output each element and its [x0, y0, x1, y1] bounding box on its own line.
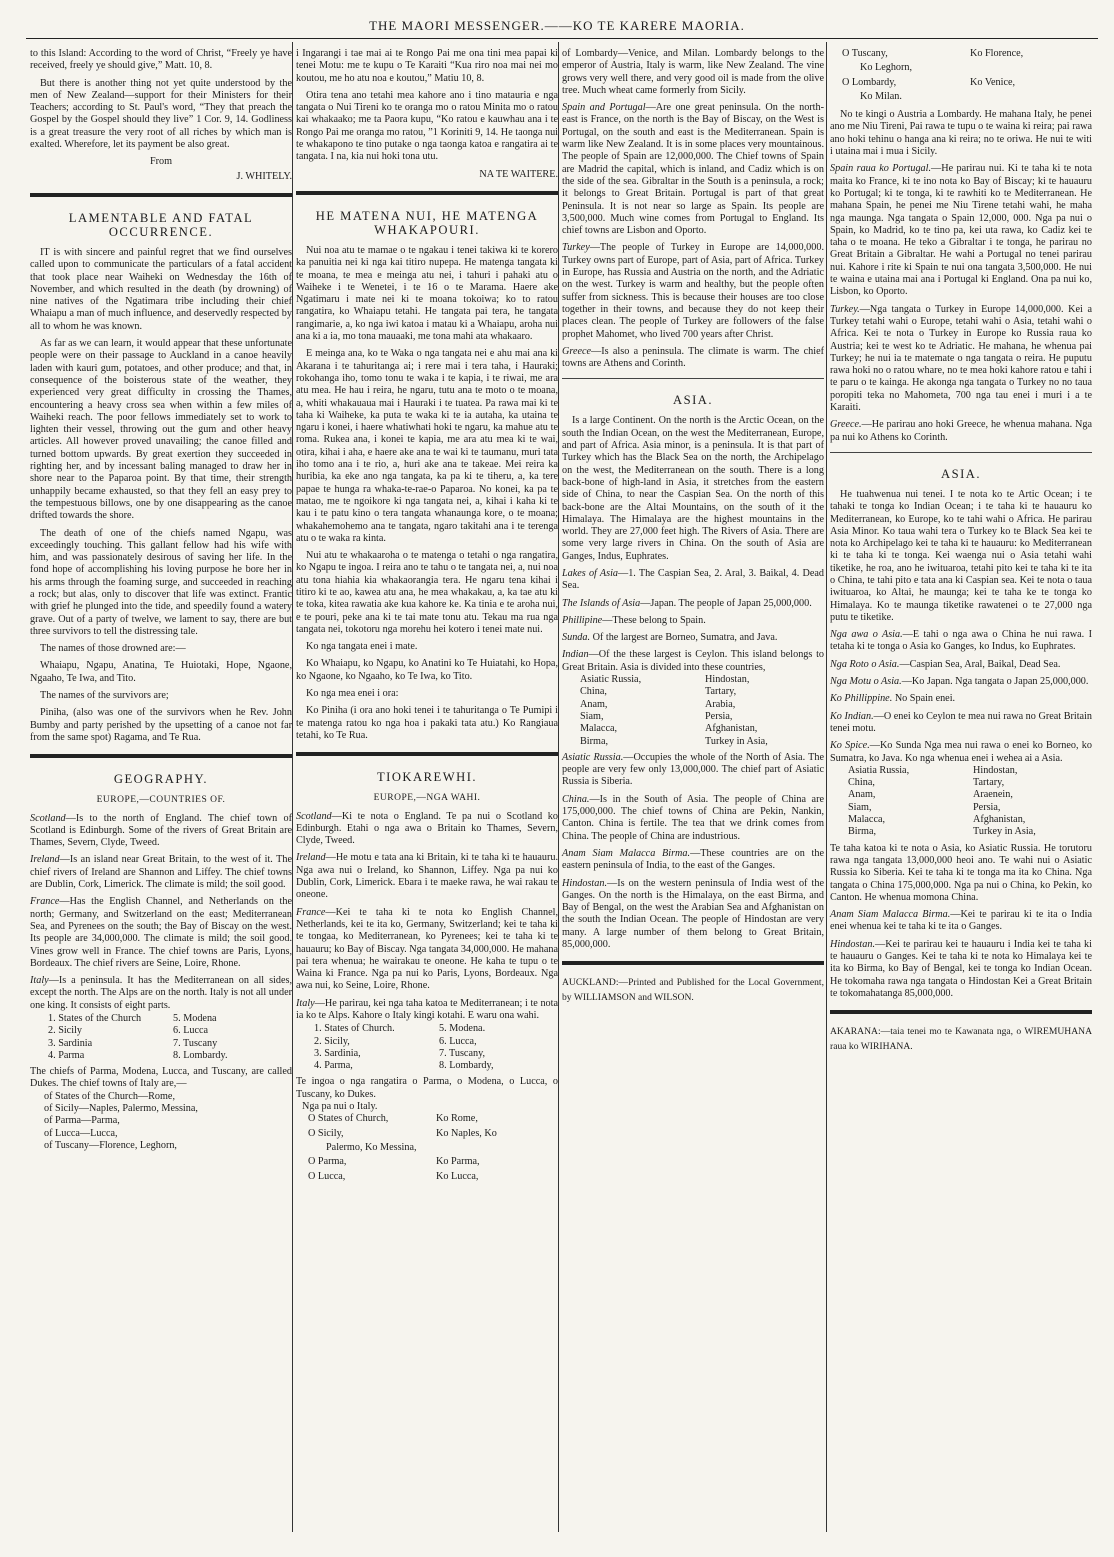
- country-item: Malacca,: [580, 723, 618, 735]
- town-item: O Lucca,: [308, 1170, 346, 1182]
- entry-text: —1. The Caspian Sea, 2. Aral, 3. Baikal, 4. Dead Sea.: [562, 567, 824, 592]
- support-paragraph: Otira tena ano tetahi mea kahore ano i tino matauria e nga tangata o Nui Tireni ko te oranga mo o ratou Minita mo o ratou kai whakaako; me ta Paora kupu, “Ko ratou e kauwhau ana i te Rongo Pai me oranga mo ratou, ”1 Koriniti 9, 14. He taonga nui te whakapono te tino putake o nga taonga katoa e rangatira ai te tangata. I na, kia nui hoki tona utu.: [296, 89, 558, 163]
- masthead-rule: [26, 38, 1098, 39]
- geo-entry: [830, 939, 1092, 1000]
- article-paragraph: The names of those drowned are:—: [40, 643, 186, 655]
- italy-towns-list: [830, 48, 1092, 103]
- country-item: Anam,: [580, 698, 608, 710]
- towns-intro: Nga pa nui o Italy.: [302, 1101, 378, 1113]
- entry-label: Italy: [30, 975, 49, 987]
- town-item: Ko Florence,: [970, 48, 1024, 59]
- entry-text: —Kei te parirau ki te ita o India enei whenua kei te taha ki te ita o Ganges.: [830, 909, 1092, 933]
- intro-text: to this Island: According to the word of Christ, “Freely ye have received, freely ye should give,” Matt. 10, 8.: [30, 48, 292, 72]
- town-item: Ko Parma,: [436, 1156, 480, 1168]
- entry-label: Ireland: [30, 854, 60, 866]
- geo-entry: [830, 676, 1092, 688]
- section-rule: [830, 1010, 1092, 1014]
- intro-text: i Ingarangi i tae mai ai te Rongo Pai me ona tini mea papai ki tenei Motu: me te kupu o Te Karaiti “Kua riro noa mai nei mo koutou, me ho atu noa e koutou,” Matiu 10, 8.: [296, 48, 558, 84]
- state-item: 2. Sicily: [48, 1025, 82, 1037]
- geo-entry: [296, 907, 558, 993]
- entry-text: —Is on the western peninsula of India west of the Ganges. On the north is the Himalaya, on the east Birma, and Bay of Bengal, on the west the Arabian Sea and Afghanistan on the south the Indian Ocean. The people of Hindostan are very many. A large number of them belong to Great Britain, 85,000,000.: [562, 877, 824, 950]
- column-2: [296, 48, 558, 1185]
- entry-text: —These belong to Spain.: [602, 614, 706, 626]
- state-item: 4. Parma,: [314, 1060, 353, 1072]
- country-item: China,: [580, 686, 607, 698]
- entry-text: —Caspian Sea, Aral, Baikal, Dead Sea.: [899, 658, 1061, 670]
- country-item: Siam,: [580, 710, 604, 722]
- entry-text: —These countries are on the eastern peninsula of India, to the east of the Ganges.: [562, 847, 824, 872]
- entry-label: Greece: [562, 345, 592, 357]
- entry-text: —Ko Sunda Nga mea nui rawa o enei ko Borneo, ko Sumatra, ko Java. Ko nga whenua enei i wehea ai a Asia.: [830, 740, 1092, 764]
- drowned-names: Whaiapu, Ngapu, Anatina, Te Huiotaki, Hope, Ngaone, Ngaaho, Te Iwa, and Tito.: [30, 660, 292, 684]
- support-paragraph: But there is another thing not yet quite understood by the men of New Zealand—support for their Ministers for their Teachers; according to St. Paul's word, “They that preach the Gospel by the Gospel should they live” 1 Cor. 9, 14. Godliness is a great treasure the very root of all riches by which man is exalted. Wherefore, let its payment be also great.: [30, 77, 292, 151]
- entry-label: Ireland: [296, 852, 326, 864]
- section-rule: [562, 378, 824, 379]
- town-item: O Sicily,: [308, 1127, 344, 1139]
- entry-label: Anam Siam Malacca Birma.: [562, 847, 691, 859]
- town-item: Ko Naples, Ko: [436, 1127, 497, 1139]
- column-separator: [292, 42, 293, 1532]
- entry-text: —He motu e tata ana ki Britain, ki te taha ki te hauauru. Nga awa nui o Ireland, ko Shannon, Liffey. Nga pa nui ko Dublin, Cork, Limerick. Ebara i te maeke rawa, he wai rakau te oneone.: [296, 852, 558, 901]
- geo-entry: [562, 242, 824, 340]
- entry-label: Nga awa o Asia.: [830, 629, 903, 641]
- state-item: 6. Lucca,: [439, 1035, 477, 1047]
- state-item: 3. Sardinia,: [314, 1047, 361, 1059]
- entry-label: Spain and Portugal: [562, 102, 646, 114]
- entry-label: Sunda.: [562, 632, 591, 644]
- entry-text: —Occupies the whole of the North of Asia. The people are very few only 13,000,000. The chief part of Asiatic Russia is Siberia.: [562, 751, 825, 788]
- section-rule: [562, 961, 824, 965]
- state-item: 7. Tuscany,: [439, 1047, 486, 1059]
- entry-label: Nga Roto o Asia.: [830, 658, 900, 670]
- country-item: Birma,: [848, 826, 877, 838]
- entry-label: Ko Indian.: [830, 710, 874, 722]
- asia-heading: ASIA.: [940, 466, 982, 481]
- town-item: of Parma—Parma,: [44, 1115, 120, 1127]
- entry-label: Spain raua ko Portugal.: [830, 163, 932, 175]
- entry-text: —E tahi o nga awa o China he nui rawa. I tetaha ki te tonga o Asia ko Ganges, ko Indus, ko Euphrates.: [830, 629, 1092, 653]
- geo-entry: [830, 163, 1092, 298]
- state-item: 1. States of the Church: [48, 1013, 142, 1024]
- town-item: of Tuscany—Florence, Leghorn,: [44, 1139, 177, 1151]
- country-item: China,: [848, 777, 875, 789]
- state-item: 8. Lombardy,: [439, 1060, 494, 1072]
- section-rule: [830, 452, 1092, 453]
- town-item: Ko Venice,: [970, 76, 1016, 88]
- article-paragraph: The death of one of the chiefs named Ngapu, was exceedingly touching. This gallant fellow had his wife with him, and was passionately desirous of saving her life. In the fond hope of accomplishing his loving purpose he bore her in his arms through the foaming surge, and succeeded in reaching a rock; but alas, only to discover that life was extinct. Frantic with grief he plunged into the tide, and speedily found a watery grave. Out of a party of twelve, we lament to say, there are but three survivors to tell the distressing tale.: [30, 527, 292, 637]
- geography-heading: GEOGRAPHY.: [113, 772, 209, 787]
- geo-entry: [830, 711, 1092, 736]
- state-item: 6. Lucca: [173, 1025, 209, 1037]
- imprint-label: AUCKLAND:: [562, 977, 619, 989]
- section-rule: [30, 193, 292, 197]
- asia-text: Is a large Continent. On the north is the Arctic Ocean, on the south the Indian Ocean, on the west the Mediterranean, Europe, and part of Africa. Asia minor, is a peninsula. It is that part of Turkey which has the Black Sea on the north, the Archipelago on the west, the Mediterranean on the south. There is a long back-bone of high-land in Asia, it stretches from the eastern side of China, to near the Caspian Sea. On the north of this back-bone are the Altai Mountains, on the south of it the Himalaya. The Himalaya are the highest mountains in the world. They are 27,000 feet high. The Rivers of Asia. There are some very large rivers in China. On the south of Asia are Ganges, Indus, Euphrates.: [562, 415, 824, 562]
- geo-entry: [830, 740, 1092, 765]
- country-item: Anam,: [848, 789, 876, 801]
- drowned-names: Ko Whaiapu, ko Ngapu, ko Anatini ko Te Huiatahi, ko Hopa, ko Ngaone, ko Ngaaho, ko Te Iwa, ko Tito.: [296, 658, 558, 682]
- article-paragraph: Nui noa atu te mamae o te ngakau i tenei takiwa ki te korero ka panuitia nei ki nga kai titiro nupepa. He matenga tangata ki te moana, te mea e meinga atu nei, i tahuri i pahaki atu o Waiheke i te Wenetei, i te 16 o te Marama. Haere ake Ngatimaru i mate nei ki te moana tokoiwa; ko to ratou rangatira, ko Whaiapu tetahi. He tangata pai tera, he tangata rangimarie, a, ko nga iwi katoa i matau ki a Whaiapu, aroha nui ana ki a ia, mo tona mauaaki, me tona mahi ata whakaaro.: [296, 244, 558, 343]
- entry-text: —Is a peninsula. It has the Mediterranean on all sides, except the north. The Alps are on the north. Italy is not all under one king. It consists of eight parts.: [30, 975, 292, 1011]
- imprint-text: —taia tenei mo te Kawanata nga, o WIREMUHANA raua ko WIRIHANA.: [830, 1026, 1092, 1053]
- section-rule: [30, 754, 292, 758]
- entry-text: —Ko Japan. Nga tangata o Japan 25,000,000.: [901, 676, 1089, 688]
- intro-text: of Lombardy—Venice, and Milan. Lombardy belongs to the emperor of Austria, Italy is warm, like New Zealand. The vine grows very well there, and very good oil is made from the olive tree. Much wheat came formerly from Sicily.: [562, 48, 824, 96]
- entry-label: France: [30, 896, 60, 908]
- geo-entry: [562, 752, 824, 789]
- country-item: Hindostan,: [973, 764, 1018, 776]
- entry-text: —O enei ko Ceylon te mea nui rawa no Great Britain tenei motu.: [830, 710, 1092, 734]
- entry-label: France: [296, 906, 326, 918]
- column-4: [830, 48, 1092, 1059]
- article-paragraph: E meinga ana, ko te Waka o nga tangata nei e ahu mai ana ki Akarana i te tahuritanga ai; i rere mai i tera taha, i Hauraki; rokohanga iho, tomo tonu te waka i te kapia, i te riwai, me ara atu mea. He hau i reira, he ngaru, tutu ana te moto o te moana, a, whiti whakauaua mai i Hauraki i te tuatea. Pa rawa mai ki te taha ki Waiheke, ka puta te waka ki te ia autaha, ka utaina te ngaru i konei, i haere whatiwhati hoki te ngaru, ka mahue atu te roma. Rukea ana, i konei te kapia, me ara atu mea ki te wai, otira, kihai i aha, e haere ake ana te wai ki te taumanu, muri tata iho tomo ana i te rio, a, huri ake ana te takeae. Mei reira ka huribia, ka eke ano nga tangata, ka pa ki te tiheru, a, ka tere papae te hunga ra whaka-te-rae-o Paparoa. No konei, ka pa te matao, me te ngoikore ki nga tangata nei, a, kihai i kaha ki te kau i te patu kino o tera tangata whanaunga kore, o te moana; whakahemohemo ana te tangata, ngaro takitahi ana i te terenga atu o te waka ra kinta.: [296, 348, 558, 544]
- italy-towns-list: [296, 1113, 558, 1182]
- survivor-names: Ko Piniha (i ora ano hoki tenei i te tahuritanga o Te Pumipi i te matenga ratou ko nga hoa i pakaki tata atu.) Ko Rangiaua tetahi, ko Te Rua.: [296, 705, 558, 741]
- entry-text: —Is to the north of England. The chief town of Scotland is Edinburgh. Some of the rivers of Great Britain are Thames, Severn, Clyde, Tweed.: [30, 812, 292, 849]
- article-heading: HE MATENA NUI, HE MATENGA WHAKAPOURI.: [315, 208, 539, 237]
- column-3: [562, 48, 824, 1010]
- geo-entry: [830, 693, 1092, 705]
- town-item: [979, 62, 1092, 74]
- entry-text: —Of the these largest is Ceylon. This island belongs to Great Britain. Asia is divided into these countries,: [562, 649, 824, 673]
- article-paragraph: The names of the survivors are;: [40, 690, 169, 702]
- asia-heading: ASIA.: [672, 393, 714, 408]
- entry-text: —He parirau, kei nga taha katoa te Mediterranean; i te nota ia ko te Alps. Kahore o Italy kingi kotahi. E waru ona wahi.: [296, 997, 558, 1021]
- town-item: of Sicily—Naples, Palermo, Messina,: [44, 1103, 198, 1115]
- country-item: Asiatia Russia,: [848, 764, 910, 776]
- geo-entry: [830, 909, 1092, 934]
- entry-label: Hindostan.: [830, 938, 875, 950]
- country-item: Persia,: [973, 801, 1001, 813]
- town-item: O Parma,: [308, 1156, 347, 1168]
- masthead: THE MAORI MESSENGER.——KO TE KARERE MAORIA.: [369, 18, 745, 33]
- town-item: of States of the Church—Rome,: [44, 1090, 175, 1102]
- entry-label: Turkey.: [830, 303, 860, 315]
- entry-label: Italy: [296, 997, 315, 1009]
- imprint-text: —Printed and Published for the Local Government, by WILLIAMSON and WILSON.: [562, 977, 824, 1004]
- entry-text: —The people of Turkey in Europe are 14,000,000. Turkey owns part of Europe, part of Asia, part of Africa. Turkey in Europe, has Russia and Austria on the north, and the Adriatic on the west. Turkey is warm and healthy, but the people often suffer from sickness. This is because their houses are too close together in their towns, and because they do not keep their places clean. The people of Turkey are followers of the false prophet Mahomet, who lived 700 years after Christ.: [562, 242, 824, 340]
- geography-heading: TIOKAREWHI.: [376, 770, 478, 785]
- article-heading: LAMENTABLE AND FATAL OCCURRENCE.: [68, 210, 254, 239]
- town-item: Ko Milan.: [860, 90, 902, 102]
- entry-label: The Islands of Asia: [562, 597, 641, 609]
- state-item: 3. Sardinia: [48, 1037, 93, 1049]
- town-item: O States of Church,: [308, 1113, 389, 1125]
- entry-text: —Is an island near Great Britain, to the west of it. The chief rivers of Ireland are Shannon and Liffey. The chief towns are Dublin, Cork, Limerick. The climate is mild; the soil good.: [30, 854, 292, 891]
- column-separator: [558, 42, 559, 1532]
- geo-entry: [296, 811, 558, 848]
- country-item: Asiatic Russia,: [580, 674, 642, 686]
- article-paragraph: As far as we can learn, it would appear that these unfortunate people were on their passage to Auckland in a canoe heavily laden with kauri gum, potatoes, and other produce; and that, in consequence of the boisterous state of the weather, they experienced very great difficulty in crossing the Thames, encountering a heavy cross sea when within a few miles of Waiheki reach. The poor fellows immediately set to work to lighten their vessel, throwing out the gum and other heavy articles. All however proved unavailing; the canoe filled and turned bottom upwards. By great exertion they succeeded in righting her, and by incessant baling managed to draw her in shore near to the Paparoa point. By that time, their strength unhappily became exhausted, so that they fell an easy prey to the tempestuous billows, one by one disappearing as the canoe drifted towards the shore.: [30, 338, 292, 522]
- entry-text: —Ki te nota o England. Te pa nui o Scotland ko Edinburgh. Etahi o nga awa o Britain ko Thames, Severn, Clyde, Tweed.: [296, 810, 558, 847]
- entry-text: —Is in the South of Asia. The people of China are 175,000,000. The chief towns of China are Pekin, Nankin, Canton. China is fertile. The tea that we drink comes from China. The people of China are industrious.: [562, 793, 824, 842]
- town-item: Ko Leghorn,: [860, 62, 913, 74]
- italy-towns-list: [44, 1091, 292, 1152]
- geo-entry: [30, 854, 292, 891]
- entry-label: Lakes of Asia: [562, 567, 619, 579]
- town-item: [445, 1142, 558, 1154]
- country-item: Hindostan,: [705, 674, 750, 686]
- country-item: Araenein,: [973, 789, 1013, 801]
- state-item: 7. Tuscany: [173, 1037, 218, 1049]
- asia-regions-text: Te taha katoa ki te nota o Asia, ko Asiatic Russia. He torutoru rawa nga tangata 13,000,000 heoi ano. Te wahi nui o Asiatic Russia ko Siberia. Kei te taha ki te tonga ma ita ko China. Nga tangata o China 175,000,000. Nga pa nui o China, ko Pekin, ko Canton. He whenua momona China.: [830, 842, 1092, 903]
- geo-entry: [562, 632, 824, 644]
- town-item: [979, 91, 1092, 103]
- entry-label: Nga Motu o Asia.: [830, 676, 902, 688]
- dukes-text: Te ingoa o nga rangatira o Parma, o Modena, o Lucca, o Tuscany, ko Dukes.: [296, 1076, 558, 1100]
- country-item: Afghanistan,: [705, 723, 758, 735]
- state-item: 2. Sicily,: [314, 1035, 350, 1047]
- entry-label: Scotland: [296, 810, 332, 822]
- entry-text: —Kei te taha ki te nota ko English Channel, Netherlands, kei te ita ko, Germany, Switzerland; kei te taha ki te tongaa, ko Mediterranean, ko Pyrenees; kei te taha ki te hauauru; ko Bay of Biscay. Nga tangata 34,000,000. He mahana pai tera whenua; he wairakau te oneone. He kaha te tupu o te Waina ki France. Nga pa nui ko Paris, Lyons, Bordeaux. Nga awa nui, ko Seine, Loire, Rhone.: [296, 906, 558, 992]
- entry-label: Turkey: [562, 242, 590, 254]
- entry-text: —He parirau nui. Ki te taha ki te nota maita ko France, ki te ino nota ko Bay of Biscay; ki te hauauru ko Portugal; ki te tonga, ki te rawhiti ko te Mediterranean. He mahana Spain, he penei me Niu Tirene tetahi wahi, he maha nga maunga. Nga tangata o Spain 12,000, 000. Nga pa nui o Spain, ko Madrid, ko te tino pa, kei uta rawa, ko Cadiz kei te taha o te moana. He teko a Gibraltar i te tonga, he parirau no Great Britain a Gibraltar. He wahi a Portugal no tenei parirau nui. Kahore i rite ki Spain te nui ona tangata 3,500,000. He nui te waina e utaina mai ana i Portugal ki England. Ona pa nui ko, Lisbon, ko Oporto.: [830, 163, 1092, 298]
- town-item: of Lucca—Lucca,: [44, 1127, 118, 1139]
- entry-label: Asiatic Russia.: [562, 751, 624, 763]
- state-item: 1. States of Church.: [314, 1023, 395, 1035]
- country-item: Siam,: [848, 801, 872, 813]
- entry-label: Phillipine: [562, 614, 603, 626]
- country-item: Tartary,: [973, 777, 1005, 789]
- geo-entry: [30, 975, 292, 1012]
- entry-text: Of the largest are Borneo, Sumatra, and Java.: [590, 632, 778, 644]
- entry-label: China.: [562, 793, 590, 805]
- state-item: 5. Modena.: [439, 1023, 486, 1035]
- geo-entry: [830, 304, 1092, 415]
- country-item: Arabia,: [705, 698, 736, 710]
- entry-label: Ko Phillippine.: [830, 693, 893, 705]
- country-item: Malacca,: [848, 814, 886, 826]
- geo-entry: [30, 896, 292, 970]
- geo-entry: [830, 659, 1092, 671]
- geo-entry: [562, 848, 824, 873]
- country-item: Turkey in Asia,: [973, 826, 1036, 838]
- state-item: 4. Parma: [48, 1049, 85, 1061]
- entry-text: —He parirau ano hoki Greece, he whenua mahana. Nga pa nui ko Athens ko Corinth.: [830, 419, 1092, 443]
- survivor-names: Piniha, (also was one of the survivors when he Rev. John Bumby and party perished by the upsetting of a canoe not far from the same spot) Ragama, and Te Rua.: [30, 707, 292, 743]
- asia-countries-list: [580, 674, 824, 748]
- from-label: From: [149, 156, 173, 168]
- signature: NA TE WAITERE.: [479, 168, 558, 180]
- state-item: 5. Modena: [173, 1013, 217, 1024]
- asia-text: He tuahwenua nui tenei. I te nota ko te Artic Ocean; i te tahaki te tonga ko Indian Ocean; i te taha ki te hauauru ko Mediterranean, ko Europe, ko te tahi wahi o Africa. He parirau Asia Minor. Ko taua wahi tera o Turkey ko te Black Sea kei te nota ko Archipelago kei te taha ki te hauauru: ko Mediterranean ki te taha ki te tonga. Kei waenga nui o Asia tetahi wahi tiketike, he roa, ano he iwituaroa, tetahi pito kei te taha ki te ita o China, te tahi pito e tata ana ki Caspian sea. Kei te nota o taua iwituaroa, ko Altai, he maunga; kei te taha ke te tonga ko Himalaya. Ko te maunga tiketike rawatenei o te 27,000 nga putu te tiketike.: [830, 488, 1092, 623]
- country-item: Turkey in Asia,: [705, 735, 768, 747]
- entry-label: Indian: [562, 649, 589, 661]
- town-item: O Tuscany,: [842, 48, 888, 59]
- entry-text: —Kei te parirau kei te hauauru i India kei te taha ki te hauauru o Ganges. Kei te taha ki te nota ko Himalaya kei te ita ko Birma, ko Bay of Bengal, kei te tonga ko Indian Ocean. He tokomaha rawa nga tangata o Hindostan Kei a Great Britain te tokomahatanga 85,000,000.: [830, 938, 1092, 999]
- entry-text: —Are one great peninsula. On the north-east is France, on the north is the Bay of Biscay, on the West is Portugal, on the south and east is the Mediterranean. Spain is warm like New Zealand. It is in some places very mountainous. The people of Spain are 12,000,000. The Chief towns of Spain are Madrid the capital, which is inland, and Cadiz which is on the side of the sea. Gibraltar in the South is a peninsula, a rock; it belongs to Great Britain. Portugal is part of that great Peninsula. It is not near so large as Spain. Its people are 3,500,000. Much wine comes from Portugal to England. Its chief towns are Lisbon and Oporto.: [562, 102, 824, 237]
- section-rule: [296, 191, 558, 195]
- column-1: [30, 48, 292, 1152]
- article-paragraph: Nui atu te whakaaroha o te matenga o tetahi o nga rangatira, ko Ngapu te ingoa. I reira ano te tahu o te tangata nei, a, nui noa atu tona hiahia kia whakaorangia tera. He ngaru tena kihai i titiro ki te ao, kawea atu ana, he mea whakakau, a, ka tae atu ki te toka, kitea rawatia ake kua kahore ke. Ka tinia e te aroha nui, e te pouri, peke ana ki te tai mate tonu atu. Tekau ma rua nga tangata nei, tokotoru nga morehu hei kotero i tenei mate nui.: [296, 550, 558, 635]
- geo-entry: [296, 852, 558, 901]
- entry-text: —Has the English Channel, and Netherlands on the north; Germany, and Switzerland on the east; Mediterranean Sea, and Pyrenees on the south; the Bay of Biscay on the west. Its people are 34,000,000. The climate is mild; the soil good. Vines grow well in France. The chief towns are Paris, Lyons, Bordeaux. The chief rivers are Seine, Loire, Rhone.: [30, 896, 292, 969]
- geo-entry: [30, 813, 292, 850]
- asia-countries-list: [848, 765, 1092, 839]
- entry-label: Greece.: [830, 419, 862, 431]
- geo-entry: [562, 878, 824, 952]
- state-item: 8. Lombardy.: [173, 1049, 228, 1061]
- lombardy-text: No te kingi o Austria a Lombardy. He mahana Italy, he penei ano me Niu Tireni, Pai rawa te tupu o te waina ki reira; pai rawa ano hoki tehinu o hanga ana ki reira; no te oriwa. He nui te witi i utaina mai i mua i Sicily.: [830, 109, 1092, 158]
- town-item: Ko Rome,: [436, 1113, 478, 1125]
- geo-entry: [830, 419, 1092, 444]
- country-item: Birma,: [580, 735, 609, 747]
- country-item: Tartary,: [705, 686, 737, 698]
- italy-states-list: [314, 1023, 558, 1072]
- geo-entry: [562, 598, 824, 610]
- entry-text: —Japan. The people of Japan 25,000,000.: [640, 597, 812, 609]
- imprint: [830, 1024, 1092, 1054]
- entry-label: Hindostan.: [562, 877, 607, 889]
- town-item: O Lombardy,: [842, 76, 897, 88]
- italy-states-list: [48, 1013, 292, 1062]
- article-paragraph: Ko nga tangata enei i mate.: [306, 641, 418, 653]
- entry-label: Scotland: [30, 812, 66, 824]
- geo-entry: [562, 649, 824, 674]
- geo-entry: [830, 629, 1092, 654]
- entry-label: Anam Siam Malacca Birma.: [830, 909, 951, 921]
- entry-text: No Spain enei.: [892, 693, 956, 705]
- country-item: Persia,: [705, 710, 733, 722]
- entry-text: —Nga tangata o Turkey in Europe 14,000,000. Kei a Turkey tetahi wahi o Europe, tetahi wahi o Asia, tetahi wahi o Africa. Kei te nota o Turkey in Europe ko Russia raua ko Austria; kei te west ko te Adriatic. He mahana, he whenua pai Turkey; he nui ia te matemate o nga tangata o reira. He puputu rawa hoki no o ratou whare, no te mea hoki kahore ratou e tahi i te paru o te kainga. He akonga nga tangata o Turkey no no taua poropiti teka no Mahometa, 700 nga tau enei i muri i a te Karaiti.: [830, 303, 1092, 414]
- geo-entry: [562, 615, 824, 627]
- geography-subheading: EUROPE,—COUNTRIES OF.: [96, 795, 226, 806]
- imprint-label: AKARANA:: [830, 1026, 881, 1038]
- article-paragraph: IT is with sincere and painful regret that we find ourselves called upon to communicate the particulars of a fatal accident that took place near Waiheki on Wednesday the 16th of November, and which resulted in the death (by drowning) of nine natives of the Ngatimara tribe including their chief Whaiapu a man of much influence, and deservedly respected by all to whom he was known.: [30, 246, 292, 332]
- geo-entry: [296, 998, 558, 1023]
- column-separator: [826, 42, 827, 1532]
- signature: J. WHITELY.: [236, 170, 292, 182]
- geo-entry: [562, 568, 824, 593]
- geography-subheading: EUROPE,—NGA WAHI.: [373, 793, 481, 804]
- country-item: Afghanistan,: [973, 814, 1026, 826]
- section-rule: [296, 752, 558, 756]
- town-item: Ko Lucca,: [436, 1170, 479, 1182]
- entry-text: —Is also a peninsula. The climate is warm. The chief towns are Athens and Corinth.: [562, 345, 824, 370]
- geo-entry: [562, 102, 824, 237]
- imprint: [562, 975, 824, 1005]
- geo-entry: [562, 346, 824, 371]
- town-item: Palermo, Ko Messina,: [326, 1141, 417, 1153]
- geo-entry: [562, 794, 824, 843]
- article-paragraph: Ko nga mea enei i ora:: [306, 688, 399, 700]
- entry-label: Ko Spice.: [830, 740, 870, 752]
- dukes-text: The chiefs of Parma, Modena, Lucca, and Tuscany, are called Dukes. The chief towns of Italy are,—: [30, 1066, 292, 1090]
